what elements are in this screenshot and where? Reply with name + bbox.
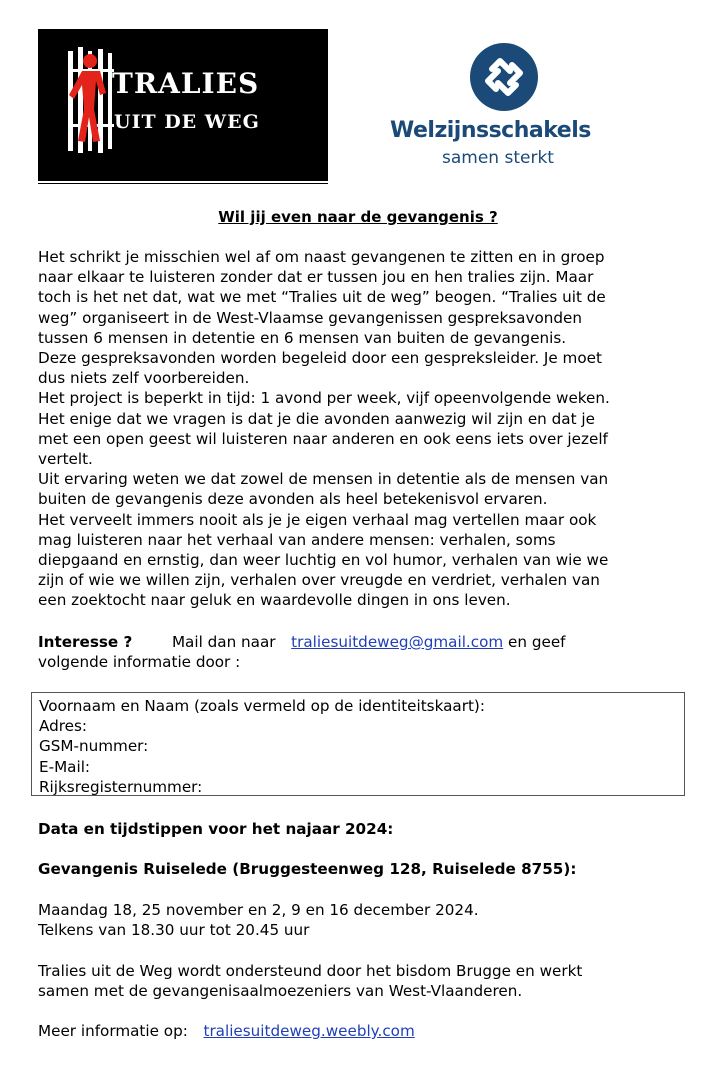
- dates-heading: Data en tijdstippen voor het najaar 2024:: [38, 820, 394, 838]
- interest-line-2: volgende informatie door :: [38, 653, 241, 671]
- field-national-number: Rijksregisternummer:: [39, 777, 203, 796]
- welzijnsschakels-title: Welzijnsschakels: [390, 118, 591, 143]
- field-gsm: GSM-nummer:: [39, 737, 149, 756]
- intro-line: een zoektocht naar geluk en waardevolle dingen in ons leven.: [38, 591, 511, 610]
- schedule-dates: Maandag 18, 25 november en 2, 9 en 16 december 2024.: [38, 901, 479, 919]
- field-name: Voornaam en Naam (zoals vermeld op de identiteitskaart):: [39, 697, 485, 715]
- intro-line: zijn of wie we willen zijn, verhalen over vreugde en verdriet, verhalen van: [38, 571, 600, 590]
- logo-line-2: UIT DE WEG: [114, 111, 260, 133]
- support-line-2: samen met de gevangenisaalmoezeniers van West-Vlaanderen.: [38, 982, 523, 1000]
- more-info: [38, 1022, 415, 1040]
- interest-text-after: en geef: [508, 633, 566, 651]
- support-line-1: Tralies uit de Weg wordt ondersteund door het bisdom Brugge en werkt: [38, 962, 583, 980]
- schedule-times: Telkens van 18.30 uur tot 20.45 uur: [38, 921, 310, 939]
- field-address: Adres:: [39, 717, 88, 736]
- intro-line: Het schrikt je misschien wel af om naast gevangenen te zitten en in groep: [38, 248, 605, 266]
- intro-line: mag luisteren naar het verhaal van andere mensen: verhalen, soms: [38, 530, 556, 549]
- intro-line: weg” organiseert in de West-Vlaamse gevangenissen gespreksavonden: [38, 308, 582, 327]
- intro-line: naar elkaar te luisteren zonder dat er tussen jou en hen tralies zijn. Maar: [38, 268, 594, 287]
- welzijnsschakels-knot-icon: [470, 43, 538, 111]
- bars-figure-icon: [38, 29, 328, 181]
- intro-line: Het project is beperkt in tijd: 1 avond per week, vijf opeenvolgende weken.: [38, 389, 610, 408]
- intro-line: buiten de gevangenis deze avonden als heel betekenisvol ervaren.: [38, 490, 548, 509]
- email-link[interactable]: traliesuitdeweg@gmail.com: [291, 633, 504, 651]
- interest-section: [38, 632, 566, 672]
- field-email: E-Mail:: [39, 757, 91, 776]
- logo-line-1: TRALIES: [112, 67, 260, 100]
- intro-line: tussen 6 mensen in detentie en 6 mensen van buiten de gevangenis.: [38, 328, 567, 347]
- info-fields-box: [31, 692, 685, 796]
- logo-underline: [38, 183, 328, 184]
- interest-label: Interesse ?: [38, 633, 133, 651]
- website-link[interactable]: traliesuitdeweg.weebly.com: [203, 1022, 415, 1040]
- intro-line: diepgaand en ernstig, dan weer luchtig en vol humor, verhalen van wie we: [38, 551, 609, 570]
- intro-paragraph: [38, 247, 688, 611]
- intro-line: Het verveelt immers nooit als je je eigen verhaal mag vertellen maar ook: [38, 510, 597, 529]
- intro-line: Deze gespreksavonden worden begeleid door een gespreksleider. Je moet: [38, 349, 602, 368]
- more-info-label: Meer informatie op:: [38, 1022, 188, 1040]
- intro-line: met een open geest wil luisteren naar anderen en ook eens iets over jezelf: [38, 429, 608, 448]
- welzijnsschakels-tagline: samen sterkt: [442, 148, 554, 168]
- tralies-uit-de-weg-logo: [38, 29, 328, 181]
- intro-line: Uit ervaring weten we dat zowel de mensen in detentie als de mensen van: [38, 470, 609, 489]
- page-title: Wil jij even naar de gevangenis ?: [218, 208, 498, 226]
- intro-line: vertelt.: [38, 450, 93, 469]
- intro-line: toch is het net dat, wat we met “Tralies uit de weg” beogen. “Tralies uit de: [38, 288, 606, 307]
- intro-line: Het enige dat we vragen is dat je die avonden aanwezig wil zijn en dat je: [38, 409, 595, 428]
- intro-line: dus niets zelf voorbereiden.: [38, 369, 250, 388]
- interest-text-before: Mail dan naar: [171, 633, 276, 651]
- location-line: Gevangenis Ruiselede (Bruggesteenweg 128, Ruiselede 8755):: [38, 860, 577, 878]
